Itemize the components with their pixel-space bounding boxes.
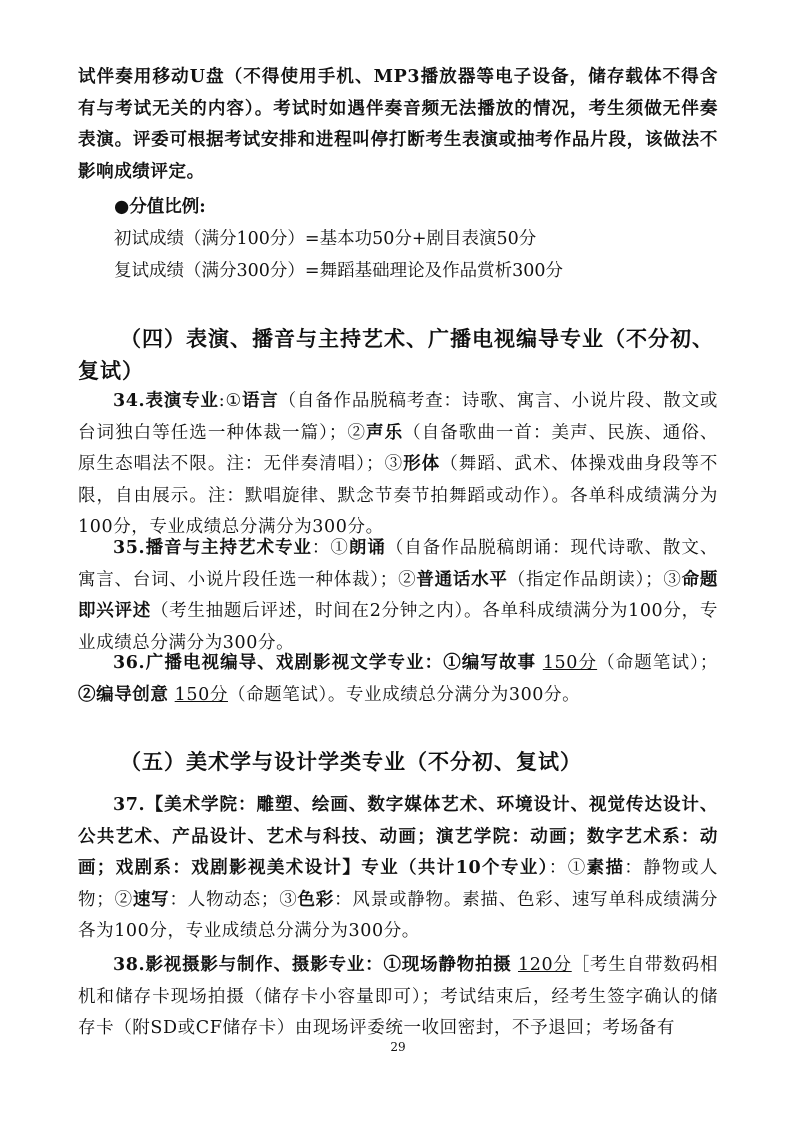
score-line-retest: 复试成绩（满分300分）=舞蹈基础理论及作品赏析300分 (114, 261, 563, 281)
item-38-score: 120分 (518, 955, 572, 975)
item-34-body: 形体 (403, 454, 441, 475)
item-38-paragraph (78, 950, 718, 1045)
item-38-desc: ［考生自带数码相机和储存卡现场拍摄（储存卡小容量即可）；考试结束后，经考生签字确认的储存卡（附SD或CF储存卡）由现场评委统一收回密封，不予退回；考场备有 (78, 955, 718, 1039)
intro-text: 试伴奏用移动U盘（不得使用手机、MP3播放器等电子设备，储存载体不得含有与考试无关的内容）。考试时如遇伴奏音频无法播放的情况，考生须做无伴奏表演。评委可根据考试安排和进程叫停打断考生表演或抽考作品片段，该做法不影响成绩评定。 (78, 67, 718, 182)
item-38-label: 38.影视摄影与制作、摄影专业：①现场静物拍摄 (113, 955, 512, 975)
item-36-creative-score: 150分 (174, 684, 228, 705)
item-34-paragraph (78, 386, 718, 544)
item-37-quick-sketch-desc: ：人物动态；③ (169, 889, 298, 910)
item-36-label: 36.广播电视编导、戏剧影视文学专业：①编写故事 (113, 653, 537, 673)
item-35-paragraph (78, 533, 718, 659)
item-35-commentary-desc: （考生抽题后评述，时间在2分钟之内）。各单科成绩满分为100分，专业成绩总分满分为300分。 (78, 601, 718, 653)
item-37-label: 37.【美术学院：雕塑、绘画、数字媒体艺术、环境设计、视觉传达设计、公共艺术、产品设计、艺术与科技、动画；演艺学院：动画；数字艺术系：动画；戏剧系：戏剧影视美术设计】专业（共计10个专业） (78, 795, 718, 879)
page-number: 29 (390, 1040, 406, 1054)
item-35-recitation: 朗诵 (348, 538, 386, 558)
item-35-mandarin-desc: （指定作品朗读）；③ (507, 569, 682, 590)
item-35-commentary: 命题即兴评述 (78, 569, 719, 622)
item-34-vocal: 声乐 (366, 422, 404, 443)
item-36-paragraph (78, 648, 718, 711)
item-34-body-desc: （舞蹈、武术、体操戏曲身段等不限，自由展示。注：默唱旋律、默念节奏节拍舞蹈或动作）。各单科成绩满分为100分，专业成绩总分满分为300分。 (78, 454, 719, 538)
item-34-circle: ① (225, 391, 242, 411)
item-35-label: 35.播音与主持艺术专业 (113, 538, 312, 558)
item-37-sketch: 素描 (586, 858, 625, 879)
item-34-language: 语言 (241, 391, 279, 411)
item-36-creative: ②编导创意 (78, 684, 169, 705)
item-36-story-desc: （命题笔试）； (597, 653, 719, 673)
item-37-sketch-desc: ：静物或人物；② (78, 858, 719, 910)
section-5-title: （五）美术学与设计学类专业（不分初、复试） (120, 749, 582, 774)
item-34-sep: : (218, 391, 226, 411)
item-37-color: 色彩 (297, 889, 335, 910)
section-4-title: （四）表演、播音与主持艺术、广播电视编导专业（不分初、复试） (78, 326, 714, 383)
item-35-mandarin: 普通话水平 (416, 569, 508, 590)
item-37-sep: ：① (548, 858, 587, 879)
item-36-creative-desc: （命题笔试）。专业成绩总分满分为300分。 (227, 684, 581, 705)
item-35-sep: ：① (311, 538, 349, 558)
score-line-preliminary: 初试成绩（满分100分）=基本功50分+剧目表演50分 (114, 229, 537, 249)
intro-paragraph (78, 62, 718, 188)
item-34-language-desc: （自备作品脱稿考查：诗歌、寓言、小说片段、散文或台词独白等任选一种体裁一篇）；② (78, 391, 718, 443)
item-37-color-desc: ：风景或静物。素描、色彩、速写单科成绩满分各为100分，专业成绩总分满分为300分。 (78, 889, 718, 942)
item-35-recitation-desc: （自备作品脱稿朗诵：现代诗歌、散文、寓言、台词、小说片段任选一种体裁）；② (78, 538, 718, 590)
item-37-quick-sketch: 速写 (132, 889, 170, 910)
item-37-paragraph (78, 790, 718, 948)
item-34-vocal-desc: （自备歌曲一首：美声、民族、通俗、原生态唱法不限。注：无伴奏清唱）；③ (78, 422, 719, 475)
score-ratio-heading: ●分值比例: (114, 197, 206, 217)
item-36-story-score: 150分 (542, 653, 598, 673)
item-34-label: 34.表演专业 (113, 391, 219, 411)
